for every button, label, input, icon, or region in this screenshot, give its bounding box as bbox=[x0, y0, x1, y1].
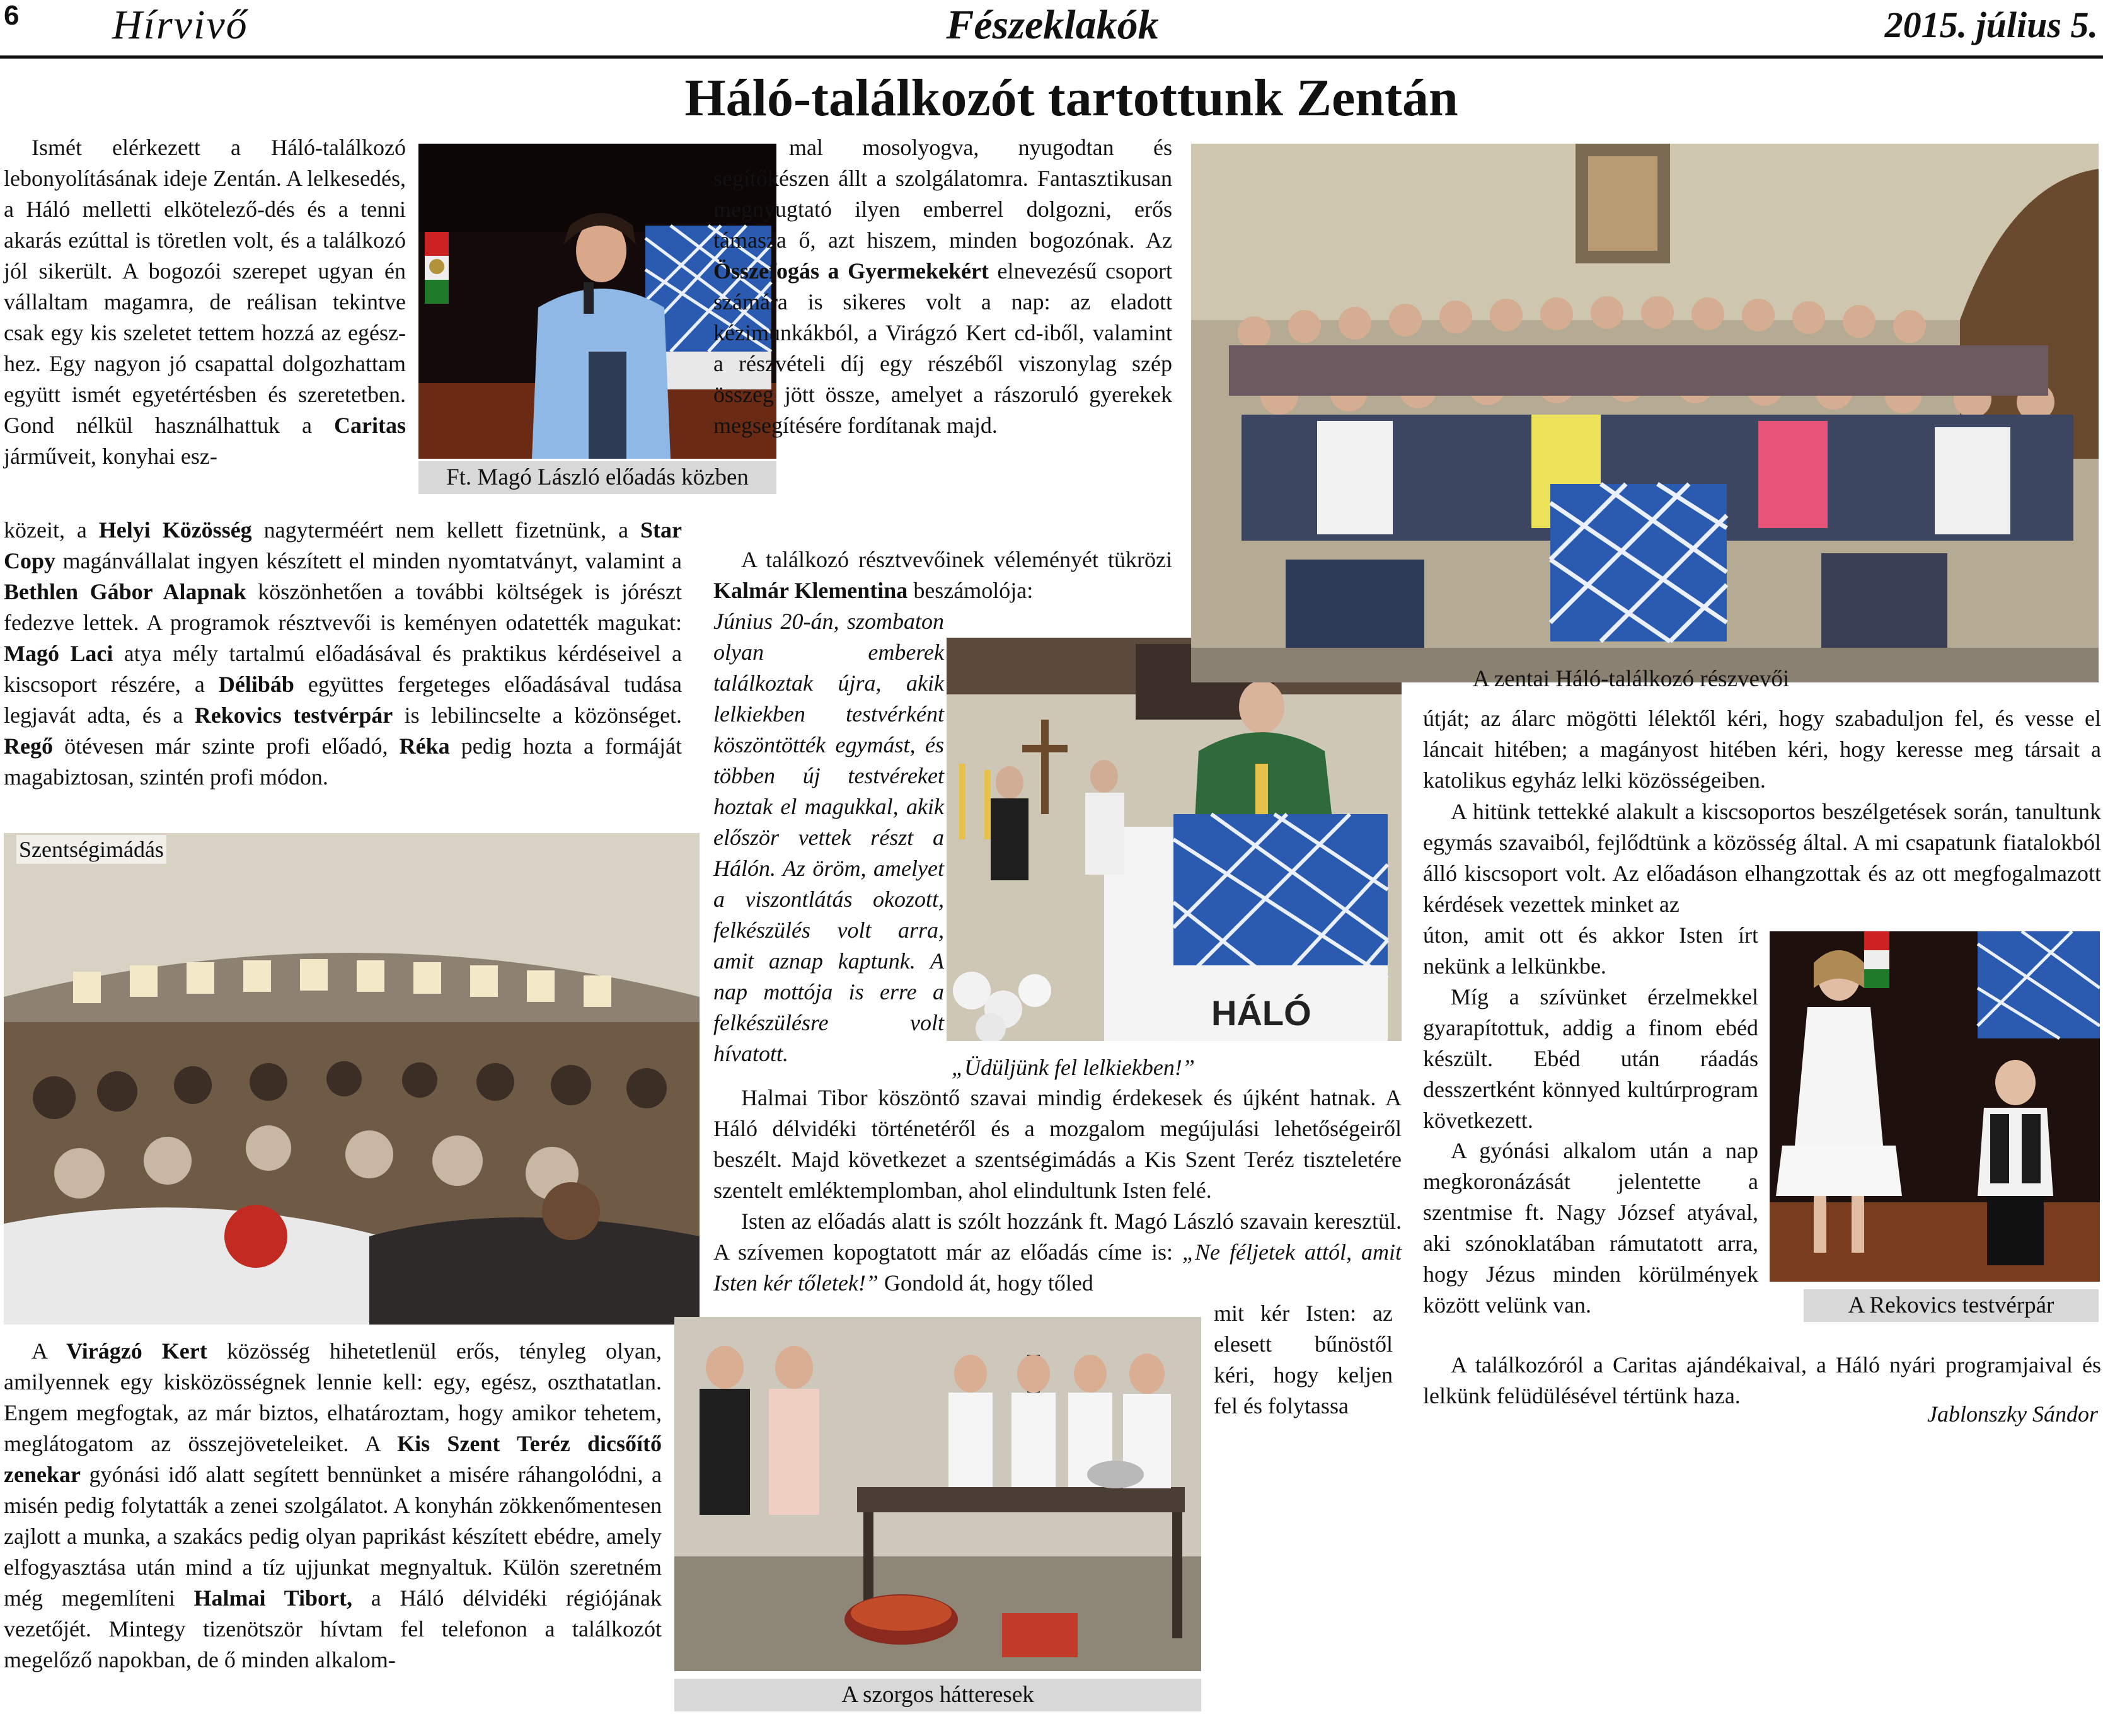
page-number: 6 bbox=[4, 0, 20, 31]
col3-narrow-3: A gyónási alkalom után a nap megkoronázását jelentette a szentmise ft. Nagy József atyával, aki szónoklatában rámutatott arra, hogy Jézus minden körülmények között velünk van. bbox=[1423, 1138, 1758, 1318]
issue-date: 2015. július 5. bbox=[1884, 4, 2098, 45]
isten-continuation: mit kér Isten: az elesett bűnöstől kéri, hogy keljen fel és folytassa bbox=[1214, 1301, 1393, 1418]
section-title: Fészeklakók bbox=[946, 2, 1159, 48]
adoration-photo bbox=[4, 833, 700, 1325]
caption-group: A zentai Háló-találkozó részvevői bbox=[1472, 666, 1790, 692]
mass-photo bbox=[947, 638, 1402, 1041]
caption-lecture: Ft. Magó László előadás közben bbox=[418, 461, 776, 494]
col3-top-paragraph: útját; az álarc mögötti lélektől kéri, hogy szabaduljon fel, és vesse el láncait hitében; a magányost hitében kéri, hogy keresse meg társait a katolikus egyház lelki közösségeiben. bbox=[1423, 706, 2101, 793]
col3-narrow-2: Míg a szívünket érzelmekkel gyarapítottuk, addig a finom ebéd készült. Ebéd után ráadás desszertként könnyed kultúrprogram következett. bbox=[1423, 984, 1758, 1133]
isten-paragraph: Isten az előadás alatt is szólt hozzánk ft. Magó László szavain keresztül. A szívemen kopogtatott már az előadás címe is: „Ne féljetek attól, amit Isten kér tőletek!” Gondold át, hogy tőled bbox=[713, 1209, 1402, 1296]
motto: „Üdüljünk fel lelkiekben!” bbox=[952, 1055, 1195, 1080]
halmai-paragraph: Halmai Tibor köszöntő szavai mindig érdekesek és újként hatnak. A Háló délvidéki történetéről és a mozgalom megújulási lehetőségeiről beszélt. Majd következet a szentségimádás a Kis Szent Teréz tiszteletére szentelt emléktemplomban, ahol elindultunk Isten felé. bbox=[713, 1085, 1402, 1203]
group-photo bbox=[1191, 144, 2099, 682]
rekovics-photo bbox=[1770, 931, 2100, 1282]
caption-rekovics: A Rekovics testvérpár bbox=[1804, 1289, 2099, 1322]
col3-hitunk-paragraph: A hitünk tettekké alakult a kiscsoportos beszélgetések során, tanultunk egymás szavaiból, fejlődtünk a közösség által. A mi csapatunk fiatalokból álló kiscsoport volt. Az előadáson elhangzottak és az ott megfogalmazott kérdések vezettek minket az bbox=[1423, 799, 2101, 917]
kitchen-photo bbox=[674, 1317, 1201, 1671]
col3-end-paragraph: A találkozóról a Caritas ajándékaival, a Háló nyári programjaival és lelkünk felüdülésével tértünk haza. bbox=[1423, 1352, 2101, 1408]
intro-paragraph: Ismét elérkezett a Háló-találkozó lebonyolításának ideje Zentán. A lelkesedés, a Háló melletti elkötelező-dés és a tenni akarás ezúttal is töretlen volt, és a találkozó jól sikerült. A bogozói szerepet ugyan én vállaltam magamra, de reálisan tekintve csak egy kis szeletet tettem hozzá az egész-hez. Egy nagyon jó csapattal dolgozhattam együtt ismét egyetértésben és szeretetben. Gond nélkül használhattuk a Caritas járműveit, konyhai esz- bbox=[4, 135, 406, 469]
col3-narrow-1: úton, amit ott és akkor Isten írt nekünk a lelkünkbe. bbox=[1423, 923, 1758, 979]
col1-bottom-paragraph: A Virágzó Kert közösség hihetetlenül erős, tényleg olyan, amilyennek egy kisközösségnek lennie kell: egy, egész, oszthatatlan. Engem megfogtak, az már biztos, elhatároztam, hogy amikor tehetem, meglátogatom az összejöveteleiket. A Kis Szent Teréz dicsőítő zenekar gyónási idő alatt segített bennünket a misére ráhangolódni, a misén pedig folytatták a zenei szolgálatot. A konyhán zökkenőmentesen zajlott a munka, a szakács pedig olyan paprikást készített ebédre, amely elfogyasztása után mind a tíz ujjunkat megnyaltuk. Külön szeretném még megemlíteni Halmai Tibort, a Háló délvidéki régiójának vezetőjét. Mintegy tizenötször hívtam fel telefonon a találkozót megelőző napokban, de ő minden alkalom- bbox=[4, 1338, 662, 1672]
header-rule bbox=[0, 55, 2103, 59]
masthead: Hírvivő bbox=[112, 2, 248, 48]
halo-logo-text: HÁLÓ bbox=[1211, 993, 1311, 1033]
col1-wide-paragraph: közeit, a Helyi Közösség nagyterméért nem kellett fizetnünk, a Star Copy magánvállalat ingyen készített el minden nyomtatványt, valamint a Bethlen Gábor Alapnak köszönhetően a további költségek is jórészt fedezve lettek. A programok résztvevői is keményen odatették magukat: Magó Laci atya mély tartalmú előadásával és praktikus kérdéseivel a kiscsoport részére, a Délibáb együttes fergeteges előadásával tudása legjavát adta, és a Rekovics testvérpár is lebilincselte a közönséget. Regő ötévesen már szinte profi előadó, Réka pedig hozta a formáját magabiztosan, szintén profi módon. bbox=[4, 517, 682, 790]
col2-top-paragraph: mal mosolyogva, nyugodtan és segítőkészen állt a szolgálatomra. Fantasztikusan megnyugtató ilyen emberrel dolgozni, erős támasza ő, azt hiszem, minden bogozónak. Az Összefogás a Gyermekekért elnevezésű csoport számára is sikeres volt a nap: az eladott kézimunkákból, a Virágzó Kert cd-iből, valamint a részvételi díj egy részéből viszonylag szép összeg jött össze, amelyet a rászoruló gyerekek megsegítésére fordítanak majd. bbox=[713, 135, 1172, 438]
kalmar-intro: A találkozó résztvevőinek véleményét tükrözi Kalmár Klementina beszámolója: bbox=[713, 547, 1172, 603]
article-title: Háló-találkozót tartottunk Zentán bbox=[684, 69, 1458, 127]
caption-kitchen: A szorgos hátteresek bbox=[674, 1679, 1201, 1711]
author-signature: Jablonszky Sándor bbox=[1927, 1401, 2098, 1427]
caption-adoration: Szentségimádás bbox=[16, 835, 166, 864]
kalmar-quote: Június 20-án, szombaton olyan emberek találkoztak újra, akik lelkiekben testvérként köszöntötték egymást, és többen új testvéreket hoztak el magukkal, akik először vettek részt a Hálón. Az öröm, amelyet a viszontlátás okozott, felkészülés volt arra, amit aznap kaptunk. A nap mottója is erre a felkészülésre volt hívatott. bbox=[713, 609, 944, 1066]
